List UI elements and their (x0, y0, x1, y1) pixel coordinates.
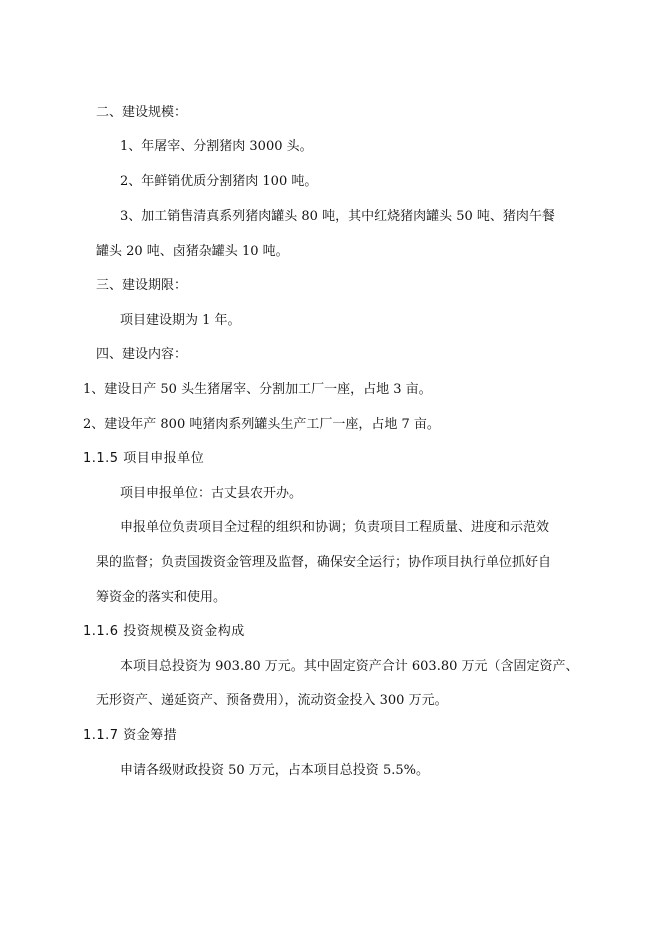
heading-construction-period: 三、建设期限： (96, 278, 188, 293)
scale-item-3: 3、加工销售清真系列猪肉罐头 80 吨，其中红烧猪肉罐头 50 吨、猪肉午餐 (120, 209, 555, 224)
investment-line-1: 本项目总投资为 903.80 万元。其中固定资产合计 603.80 万元（含固定资产、 (120, 659, 579, 674)
responsibility-line-2: 果的监督；负责国拨资金管理及监督，确保安全运行；协作项目执行单位抓好自 (96, 555, 552, 570)
content-item-2: 2、建设年产 800 吨猪肉系列罐头生产工厂一座，占地 7 亩。 (83, 417, 440, 432)
period-text: 项目建设期为 1 年。 (120, 313, 241, 328)
scale-item-2: 2、年鲜销优质分割猪肉 100 吨。 (120, 174, 318, 189)
investment-line-2: 无形资产、递延资产、预备费用），流动资金投入 300 万元。 (96, 693, 448, 708)
heading-construction-content: 四、建设内容： (96, 347, 188, 362)
funding-text: 申请各级财政投资 50 万元，占本项目总投资 5.5%。 (120, 763, 429, 778)
heading-1-1-5: 1.1.5 项目申报单位 (83, 451, 205, 466)
scale-item-1: 1、年屠宰、分割猪肉 3000 头。 (120, 139, 313, 154)
scale-item-3-continued: 罐头 20 吨、卤猪杂罐头 10 吨。 (96, 244, 289, 259)
responsibility-line-3: 筹资金的落实和使用。 (96, 590, 227, 605)
applicant-text: 项目申报单位：古丈县农开办。 (120, 486, 303, 501)
heading-construction-scale: 二、建设规模： (96, 105, 188, 120)
content-item-1: 1、建设日产 50 头生猪屠宰、分割加工厂一座，占地 3 亩。 (83, 382, 432, 397)
heading-1-1-7: 1.1.7 资金筹措 (83, 728, 178, 743)
responsibility-line-1: 申报单位负责项目全过程的组织和协调；负责项目工程质量、进度和示范效 (120, 520, 550, 535)
heading-1-1-6: 1.1.6 投资规模及资金构成 (83, 624, 245, 639)
